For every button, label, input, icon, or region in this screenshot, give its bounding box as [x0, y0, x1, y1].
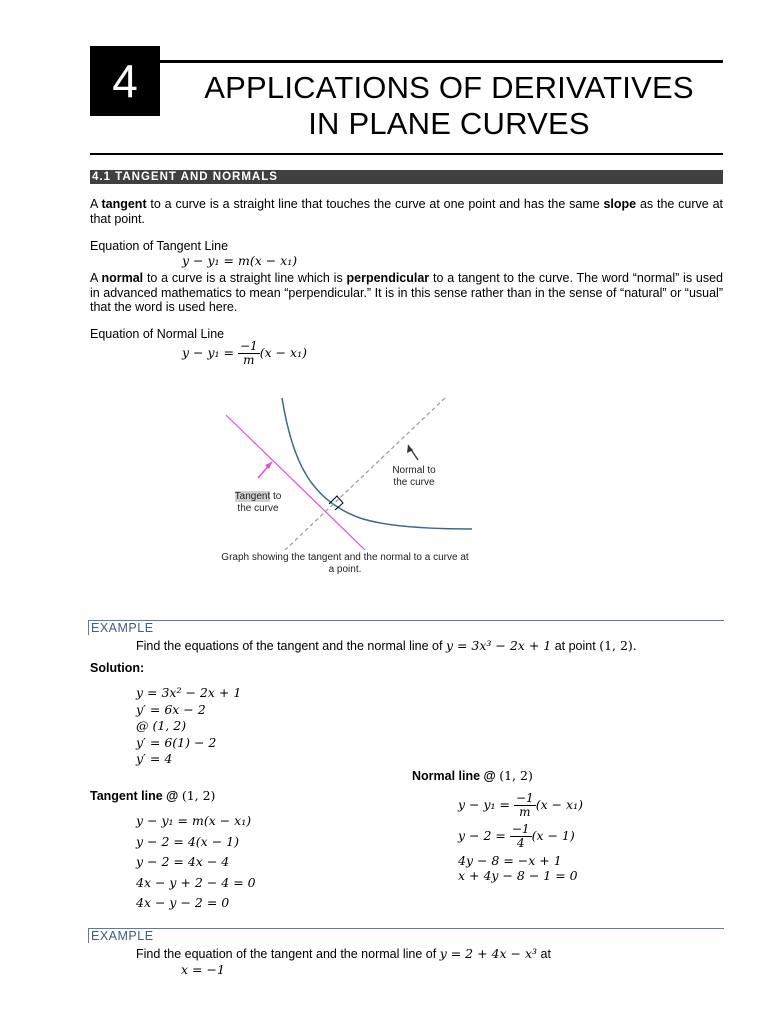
tangent-eq-label: Equation of Tangent Line	[90, 239, 229, 253]
figure-caption	[200, 552, 490, 576]
tangent-figure-label	[226, 491, 290, 515]
tangent-heading-text: Tangent line @	[90, 789, 182, 803]
normal-step-4: x + 4y − 8 − 1 = 0	[458, 868, 578, 883]
example2-prefix: Find the equation of the tangent and the normal line of	[136, 947, 440, 961]
header-bottom-rule	[90, 153, 723, 155]
chapter-title-line2: IN PLANE CURVES	[308, 106, 590, 141]
perpendicular-term: perpendicular	[346, 271, 430, 285]
normal-eq-num: −1	[239, 339, 258, 353]
caption-line2: a point.	[328, 564, 362, 575]
tangent-def-prefix: A	[90, 197, 102, 211]
normal-label-line1: Normal to	[392, 465, 436, 476]
tangent-term: tangent	[101, 197, 147, 211]
normal-def-prefix: A	[90, 271, 102, 285]
normal-eq-label: Equation of Normal Line	[90, 327, 225, 341]
tangent-step-4: 4x − y + 2 − 4 = 0	[136, 874, 256, 890]
example1-prefix: Find the equations of the tangent and the normal line of	[136, 639, 446, 653]
normal-step1-lhs: y − y₁ =	[458, 797, 514, 812]
example2-label: EXAMPLE	[91, 929, 154, 943]
normal-step2-fraction	[510, 823, 532, 850]
tangent-equation: y − y₁ = m(x − x₁)	[182, 253, 298, 268]
normal-label-line2: the curve	[393, 477, 435, 488]
normal-equation	[182, 340, 307, 367]
normal-eq-den: m	[243, 353, 255, 367]
example1-problem	[136, 639, 736, 654]
tangent-line	[226, 415, 365, 550]
derivative-steps	[136, 685, 241, 768]
tangent-line-heading	[90, 788, 215, 803]
tangent-step-5: 4x − y − 2 = 0	[136, 895, 230, 910]
normal-solution-steps-rest	[458, 853, 578, 885]
normal-definition	[90, 271, 723, 315]
normal-eq-rhs: (x − x₁)	[259, 345, 307, 360]
example1-label: EXAMPLE	[91, 621, 154, 635]
normal-step2-den: 4	[516, 836, 525, 850]
normal-solution-step-2	[458, 823, 575, 850]
example1-mid: at point	[551, 639, 600, 653]
chapter-title-line1: APPLICATIONS OF DERIVATIVES	[204, 70, 694, 105]
example1-border	[88, 620, 724, 635]
normal-figure-label	[382, 465, 446, 489]
normal-heading-point: (1, 2)	[499, 768, 533, 783]
normal-def-suffix: to a tangent to the curve. The word “normal” is used in advanced mathematics to mean “perpendicular.” It is in this sense rather than in the sense of “natural” or “usual” that the word is used here.	[90, 271, 723, 314]
normal-step1-num: −1	[515, 791, 534, 805]
normal-eq-fraction	[238, 340, 260, 367]
tangent-label-rest: to	[270, 491, 282, 502]
example1-point: (1, 2).	[599, 638, 637, 653]
normal-heading-text: Normal line @	[412, 769, 500, 783]
step-point: @ (1, 2)	[136, 718, 187, 733]
normal-step1-den: m	[519, 805, 531, 819]
tangent-label-line2: the curve	[237, 503, 279, 514]
tangent-def-middle: to a curve is a straight line that touches the curve at one point and has the same	[146, 197, 604, 211]
chapter-title	[160, 70, 738, 142]
example2-function: y = 2 + 4x − x³	[439, 946, 538, 961]
normal-step2-num: −1	[511, 822, 530, 836]
tangent-def-suffix: as the curve at that point.	[90, 197, 723, 226]
example1-function: y = 3x³ − 2x + 1	[445, 638, 552, 653]
example2-problem	[136, 947, 736, 962]
tangent-label-highlight: Tangent	[234, 491, 271, 502]
step-derivative: y′ = 6x − 2	[136, 701, 206, 717]
tangent-heading-point: (1, 2)	[181, 788, 216, 803]
example2-suffix: at	[537, 947, 551, 961]
slope-term: slope	[603, 197, 637, 211]
example2-point: x = −1	[181, 962, 225, 977]
normal-def-middle: to a curve is a straight line which is	[143, 271, 347, 285]
step-substitute: y′ = 6(1) − 2	[136, 734, 217, 750]
normal-eq-lhs: y − y₁ =	[182, 345, 238, 360]
normal-solution-step-1	[458, 792, 583, 819]
normal-step1-rhs: (x − x₁)	[535, 797, 583, 812]
tangent-step-1: y − y₁ = m(x − x₁)	[136, 813, 252, 828]
tangent-step-2: y − 2 = 4(x − 1)	[136, 833, 239, 849]
step-function: y = 3x² − 2x + 1	[136, 685, 242, 700]
solution-label: Solution:	[90, 661, 145, 675]
tangent-step-3: y − 2 = 4x − 4	[136, 854, 230, 869]
tangent-solution-steps	[136, 811, 256, 914]
normal-step1-fraction	[514, 792, 536, 819]
normal-step2-rhs: (x − 1)	[531, 828, 575, 843]
step-slope: y′ = 4	[136, 751, 173, 766]
example2-border	[88, 928, 724, 943]
caption-line1: Graph showing the tangent and the normal to a curve at	[221, 552, 469, 563]
normal-term: normal	[101, 271, 144, 285]
curve-line	[282, 398, 472, 529]
tangent-normal-figure	[210, 390, 490, 550]
normal-line-heading	[412, 768, 533, 783]
normal-step2-lhs: y − 2 =	[458, 828, 510, 843]
chapter-number: 4	[90, 46, 160, 116]
header-top-rule	[160, 60, 723, 63]
normal-step-3: 4y − 8 = −x + 1	[458, 853, 562, 868]
section-heading: 4.1 TANGENT AND NORMALS	[90, 170, 723, 184]
tangent-definition	[90, 197, 723, 226]
